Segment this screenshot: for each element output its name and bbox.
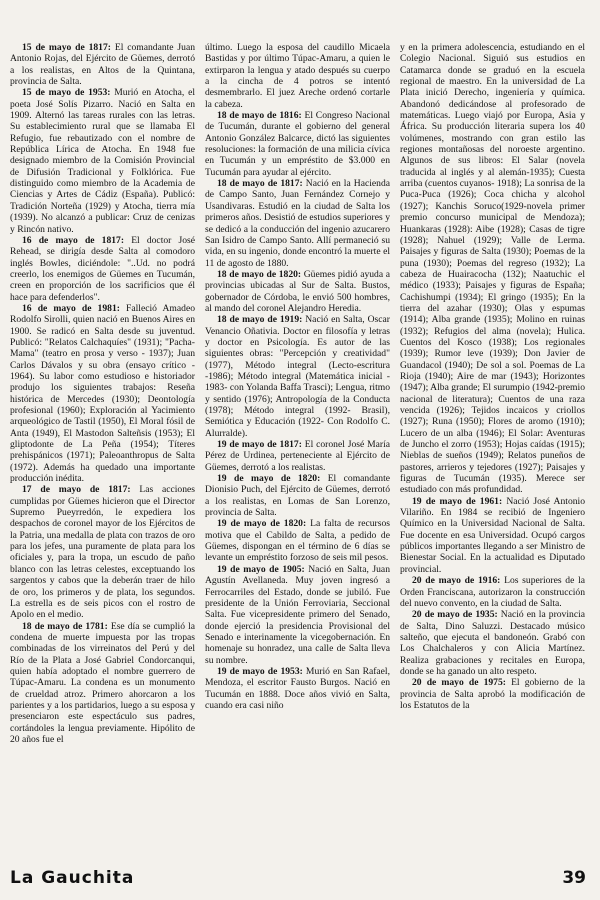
- entry-text: El Congreso Nacional de Tucumán, durante el gobierno del general Antonio González Balcarce, dictó las siguientes resoluciones: la formación de una milicia cívica en Tucumán y un empréstito de $3.000 en Tucumán para ayudar al ejército.: [205, 110, 390, 178]
- entry-text: Las acciones cumplidas por Güemes hicieron que el Director Supremo Pueyrredón, le expediera los despachos de coronel mayor de los Ejércitos de la Patria, una medalla de plata con trazos de oro para los jefes, una puramente de plata para los oficiales y, para la tropa, un escudo de paño blanco con las letras celestes, exceptuando los sargentos y cabos que la deberán traer de hilo de oro, los primeros y de plata, los segundos. La estrella es de seis picos con el rostro de Apolo en el medio.: [10, 484, 195, 621]
- entry-text: Nació José Antonio Vilariño. En 1984 se recibió de Ingeniero Químico en la Universidad Nacional de Salta. Fue docente en esa Universidad. Ocupó cargos públicos importantes llegando a ser Ministro de Bienestar Social. En la actualidad es Diputado provincial.: [400, 495, 585, 575]
- entry-text: Murió en San Rafael, Mendoza, el escritor Fausto Burgos. Nació en Tucumán en 1888. Doce años vivió en Salta, cuando era casi niño: [205, 665, 390, 711]
- entry-date: 20 de mayo de 1935:: [412, 609, 498, 621]
- entry-text: El coronel José María Pérez de Urdinea, perteneciente al Ejército de Güemes, derrotó a los realistas.: [205, 439, 390, 473]
- entry-date: 18 de mayo de 1816:: [217, 110, 302, 122]
- entry-date: 18 de mayo de 1919:: [217, 314, 303, 326]
- entry-date: 20 de mayo de 1916:: [412, 575, 501, 587]
- entry-date: 19 de mayo de 1953:: [217, 665, 303, 677]
- page-number: 39: [562, 868, 586, 888]
- column-3: [400, 42, 585, 852]
- entry: [205, 666, 390, 711]
- entry: [205, 439, 390, 473]
- entry: [400, 496, 585, 575]
- article-columns: [10, 42, 586, 852]
- entry-date: 19 de mayo de 1820:: [217, 473, 321, 485]
- entry-text: Los superiores de la Orden Franciscana, autorizaron la construcción del nuevo convento, en la ciudad de Salta.: [400, 575, 585, 609]
- entry: [400, 42, 585, 496]
- entry-date: 19 de mayo de 1817:: [217, 439, 302, 451]
- entry-text: El gobierno de la provincia de Salta aprobó la modificación de los Estatutos de la: [400, 677, 585, 711]
- entry-text: Nació en Salta, Oscar Venancio Oñativia. Doctor en filosofía y letras y doctor en Psicología. Es autor de las siguientes obras: "Percepción y creatividad" (1977), Método integral (Lecto-escritura -1986); Método integral (Matemática inicial - 1983- con Yolanda Baffa Trasci); Lengua, ritmo y sentido (1976); Antropología de la Conducta (1978); Método integral (1992- Brasil), Semiótica y Educación (1922- Con Rodolfo C. Alurralde).: [205, 314, 390, 439]
- entry-date: 18 de mayo de 1781:: [22, 620, 108, 632]
- entry-text: El comandante Dionisio Puch, del Ejército de Güemes, derrotó a los realistas, en Lomas de San Lorenzo, provincia de Salta.: [205, 473, 390, 519]
- entry: [10, 484, 195, 620]
- entry-date: 19 de mayo de 1905:: [217, 563, 305, 575]
- entry-date: 19 de mayo de 1961:: [412, 495, 503, 507]
- page-footer: [0, 862, 600, 900]
- entry-date: 20 de mayo de 1975:: [412, 677, 506, 689]
- entry-text: Nació en Salta, Juan Agustín Avellaneda. Muy joven ingresó a Ferrocarriles del Estado, donde se jubiló. Fue presidente de la Unión Ferroviaria, Seccional Salta. Fue vicepresidente primero del Senado, donde ejerció la presidencia Provisional del Senado e interinamente la vicegobernación. En homenaje su honradez, una calle de Salta lleva su nombre.: [205, 563, 390, 666]
- entry: [205, 564, 390, 666]
- entry-text: Falleció Amadeo Rodolfo Sirolli, quien nació en Buenos Aires en 1900. Se radicó en Salta desde su juventud. Publicó: "Relatos Calchaquíes" (1931); "Pacha-Mama" (teatro en prosa y verso - 1937); Juan Carlos Dávalos y su obra (ensayo crítico - 1964). Su labor como estudioso e historiador produjo los siguientes trabajos: Reseña histórica de Mercedes (1930); Deontología profesional (1960); Exploración al Yacimiento arqueológico de Tastil (1950), El Moral fósil de Anta (1949), El Mastodon Salteñsis (1953); El gliptodonte de La Peña (1954); Títeres prehispánicos (1971); Paleoanthropus de Salta (1972). Además ha quedado una importante producción inédita.: [10, 302, 195, 485]
- entry-date: 19 de mayo de 1820:: [217, 518, 307, 530]
- column-1: [10, 42, 195, 852]
- entry-date: 18 de mayo de 1820:: [217, 268, 302, 280]
- entry: [400, 575, 585, 609]
- entry-date: 16 de mayo de 1817:: [22, 234, 125, 246]
- entry-text: Murió en Atocha, el poeta José Solís Pizarro. Nació en Salta en 1909. Alternó las tareas rurales con las letras. Su establecimiento rural que se llamaba El Refugio, fue rebautizado con el nombre de República Lírica de Atocha. En 1948 fue designado miembro de la Comisión Provincial de Difusión Tradicional y Folklórica. Fue distinguido como miembro de la Academia de Ciencias y Artes de Cádiz (España). Publicó: Tradición Norteña (1929) y Atocha, tierra mía (1939). No alcanzó a publicar: Cruz de cenizas y Rincón nativo.: [10, 87, 195, 235]
- entry: [205, 518, 390, 563]
- entry-date: 15 de mayo de 1953:: [22, 87, 111, 99]
- publication-name: La Gauchita: [10, 868, 135, 888]
- entry-text: Ese día se cumplió la condena de muerte impuesta por las tropas combinadas de los virreinatos del Perú y del Río de la Plata a José Gabriel Condorcanqui, quien había adoptado el nombre guerrero de Túpac-Amaru. La condena es un monumento de crueldad atroz. Primero ahorcaron a los parientes y a los partidarios, luego a su esposa y presenciaron este espectáculo sus padres, cortándoles la lengua previamente. Hipólito de 20 años fue el: [10, 620, 195, 745]
- entry: [205, 269, 390, 314]
- column-2: [205, 42, 390, 852]
- entry: [400, 609, 585, 677]
- entry-text: Nació en la provincia de Salta, Dino Saluzzi. Destacado músico salteño, que ejecuta el bandoneón. Grabó con Los Chalchaleros y con Alicia Martínez. Realiza grabaciones y recitales en Europa, donde se ha ganado un alto respeto.: [400, 609, 585, 677]
- entry: [205, 314, 390, 439]
- entry: [205, 473, 390, 518]
- entry-date: 15 de mayo de 1817:: [22, 42, 111, 53]
- entry: [400, 677, 585, 711]
- entry-text: Güemes pidió ayuda a provincias ubicadas al Sur de Salta. Bustos, gobernador de Córdoba, le envió 500 hombres, al mando del coronel Alejandro Heredia.: [205, 268, 390, 314]
- entry-text: La falta de recursos motiva que el Cabildo de Salta, a pedido de Güemes, dispongan en el término de 6 días se levante un empréstito forzoso de seis mil pesos.: [205, 518, 390, 564]
- entry: [10, 621, 195, 746]
- entry-text: El comandante Juan Antonio Rojas, del Ejército de Güemes, derrotó a los realistas, en Altos de la Quintana, provincia de Salta.: [10, 42, 195, 88]
- entry-text: Nació en la Hacienda de Campo Santo, Juan Fernández Cornejo y Usandivaras. Estudió en la ciudad de Salta los primeros años. Desistió de estudios superiores y se dedicó a la conducción del ingenio azucarero San Isidro de Campo Santo. Allí permaneció su vida, en su ingenio, donde encontró la muerte el 11 de agosto de 1880.: [205, 178, 390, 269]
- entry: [205, 42, 390, 110]
- entry-date: 18 de mayo de 1817:: [217, 178, 303, 190]
- entry: [10, 235, 195, 303]
- entry-date: 16 de mayo de 1981:: [22, 302, 120, 314]
- entry: [10, 303, 195, 485]
- entry: [10, 87, 195, 234]
- entry-text: último. Luego la esposa del caudillo Micaela Bastidas y por último Túpac-Amaru, a quien le extirparon la lengua y atado después su cuerpo a la cincha de 4 potros se intentó desmembrarlo. El juez Areche ordenó cortarle la cabeza.: [205, 42, 390, 110]
- entry-text: y en la primera adolescencia, estudiando en el Colegio Nacional. Siguió sus estudios en Catamarca donde se graduó en la escuela regional de maestro. En la universidad de La Plata inició Derecho, ingeniería y química. Abandonó dedicándose al profesorado de matemáticas. Luego viajó por Europa, Asia y África. Su producción literaria supera los 40 volúmenes, mostrando con gran estilo las regiones montañosas del noroeste argentino. Algunos de sus libros: El Salar (novela traducida al inglés y al alemán-1935); Cuesta arriba (cuentos cuyanos- 1918); La sonrisa de la Puca-Puca (1926); Coca chicha y alcohol (1927); Kanchis Soruco(1929-novela primer premio concurso municipal de Mendoza); Huankaras (1928): Aibe (1928); Casas de tigre (1928); Nahuel (1929); Valle de Lerma. Paisajes y figuras de Salta (1930); Poemas de la puna (1930); Poemas del regreso (1932); La cabeza de Huairacocha (132); Naatuchic el médico (1933); Paisajes y figuras de España; Cachishumpi (1934); El gringo (1935); En la tierra del azahar (1930); Olas y espumas (1914); Alba grande (1935); Molino en ruinas (1932); Refugios del alma (novela); Hulica. Cuentos del Kosco (1938); Los regionales (1939); Rumor leve (1939); Don Javier de Guandacol (1940); De sol a sol. Poemas de La Rioja (1940); Aire de mar (1943); Horizontes (1947); Alba grande; El surumpio (1942-premio nacional de literatura); Cuentos de una raza vencida (1926); Tejidos incaicos y criollos (1927); Runa (1950); Flores de aromo (1910); Lucero de un alba (1946); El Solar: Aventuras de Juncho el zorro (1953); Hojas caídas (1915); Nieblas de sueños (1949); Relatos puneños de pastores, arrieros y tejedores (1927); Paisajes y figuras de Tucumán (1935). Merece ser estudiado con más profundidad.: [400, 42, 585, 496]
- article-page: [10, 42, 586, 852]
- entry: [205, 178, 390, 269]
- entry: [10, 42, 195, 87]
- entry: [205, 110, 390, 178]
- entry-date: 17 de mayo de 1817:: [22, 484, 131, 496]
- entry-text: El doctor José Rehead, se dirigía desde Salta al comodoro inglés Bowles, diciéndole: "..Ud. no podrá creerlo, los enemigos de Güemes en Tucumán, creen en proporción de los sacrificios que él hace para defenderlos".: [10, 234, 195, 303]
